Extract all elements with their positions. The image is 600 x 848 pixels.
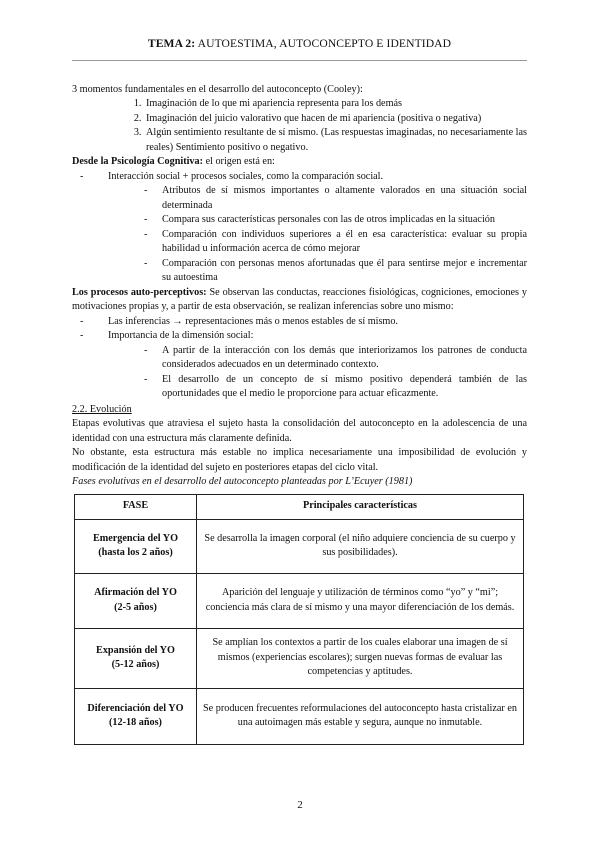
list-item: - El desarrollo de un concepto de sí mismo positivo dependerá también de las oportunidades que el medio le proporcione para actuar eficazmente. <box>162 373 527 402</box>
evolution-paragraph-1: Etapas evolutivas que atraviesa el sujeto hasta la consolidación del autoconcepto en la adolescencia de una identidad con una estructura más claramente definida. <box>72 418 527 444</box>
phases-table <box>74 494 524 745</box>
list-item: - A partir de la interacción con los demás que interiorizamos los patrones de conducta considerados adecuados en un determinado contexto. <box>162 344 527 373</box>
cognitive-list <box>72 170 527 286</box>
moments-list <box>72 97 527 155</box>
list-item: - Comparación con personas menos afortunadas que él para sentirse mejor e incrementar su autoestima <box>162 257 527 286</box>
phase-cell: Expansión del YO (5-12 años) <box>75 628 197 688</box>
list-item <box>108 170 527 286</box>
cognitive-sublist <box>108 184 527 285</box>
table-row <box>75 573 524 628</box>
autoperceptive-paragraph <box>72 286 527 315</box>
autoperceptive-list <box>72 315 527 402</box>
table-row <box>75 688 524 744</box>
table-header-row <box>75 494 524 519</box>
table-row <box>75 628 524 688</box>
page-header <box>72 36 527 52</box>
page-number: 2 <box>297 799 303 811</box>
header-prefix: TEMA 2: <box>147 37 196 50</box>
evolution-paragraph-2: No obstante, esta estructura más estable no implica necesariamente una imposibilidad de evolución y modificación de la identidad del sujeto en posteriores etapas del ciclo vital. <box>72 447 527 473</box>
column-header-phase: FASE <box>75 494 197 519</box>
column-header-characteristics: Principales características <box>197 494 524 519</box>
description-cell: Se desarrolla la imagen corporal (el niño adquiere conciencia de su cuerpo y sus posibilidades). <box>197 519 524 573</box>
phase-cell: Afirmación del YO (2-5 años) <box>75 573 197 628</box>
description-cell: Aparición del lenguaje y utilización de términos como “yo” y “mi”; conciencia más clara de sí mismo y una mayor diferenciación de los demás. <box>197 573 524 628</box>
cognitive-item: Interacción social + procesos sociales, como la comparación social. <box>108 170 384 182</box>
list-item: - Las inferencias → representaciones más o menos estables de sí mismo. <box>108 315 527 329</box>
cognitive-paragraph <box>72 155 527 169</box>
list-item: 3. Algún sentimiento resultante de sí mismo. (Las respuestas imaginadas, no necesariamente las reales) Sentimiento positivo o negativo. <box>144 126 527 155</box>
table-caption: Fases evolutivas en el desarrollo del autoconcepto planteadas por L’Ecuyer (1981) <box>72 476 413 488</box>
autoperceptive-label: Los procesos auto-perceptivos: <box>72 286 207 298</box>
description-cell: Se amplían los contextos a partir de los cuales elaborar una imagen de sí mismos (experiencias escolares); surgen nuevas formas de evaluar las competencias y aptitudes. <box>197 628 524 688</box>
cognitive-label: Desde la Psicología Cognitiva: <box>72 156 204 168</box>
intro-paragraph: 3 momentos fundamentales en el desarrollo del autoconcepto (Cooley): <box>72 84 363 95</box>
header-title: AUTOESTIMA, AUTOCONCEPTO E IDENTIDAD <box>195 37 452 50</box>
phase-cell: Emergencia del YO (hasta los 2 años) <box>75 519 197 573</box>
autoperceptive-text: Se observan las conductas, reacciones fisiológicas, cogniciones, emociones y motivaciones propias y, a partir de esta observación, se realizan inferencias sobre uno mismo: <box>72 286 527 313</box>
list-item: - Compara sus características personales con las de otros implicadas en la situación <box>162 213 527 227</box>
list-item: 1. Imaginación de lo que mi apariencia representa para los demás <box>144 97 527 111</box>
autoperceptive-item: Importancia de la dimensión social: <box>108 330 254 342</box>
list-item: - Comparación con individuos superiores a él en esa característica: evaluar su propia habilidad u información acerca de cómo mejorar <box>162 228 527 257</box>
autoperceptive-sublist <box>108 344 527 402</box>
phase-cell: Diferenciación del YO (12-18 años) <box>75 688 197 744</box>
list-item <box>108 329 527 401</box>
cognitive-text: el origen está en: <box>203 156 275 168</box>
list-item: - Atributos de sí mismos importantes o altamente valorados en una situación social determinada <box>162 184 527 213</box>
section-title: 2.2. Evolución <box>72 403 132 415</box>
list-item: 2. Imaginación del juicio valorativo que hacen de mi apariencia (positiva o negativa) <box>144 112 527 126</box>
table-row <box>75 519 524 573</box>
header-rule <box>72 60 527 61</box>
description-cell: Se producen frecuentes reformulaciones del autoconcepto hasta cristalizar en una autoimagen más estable y segura, aunque no inmutable. <box>197 688 524 744</box>
page-content <box>72 83 527 745</box>
